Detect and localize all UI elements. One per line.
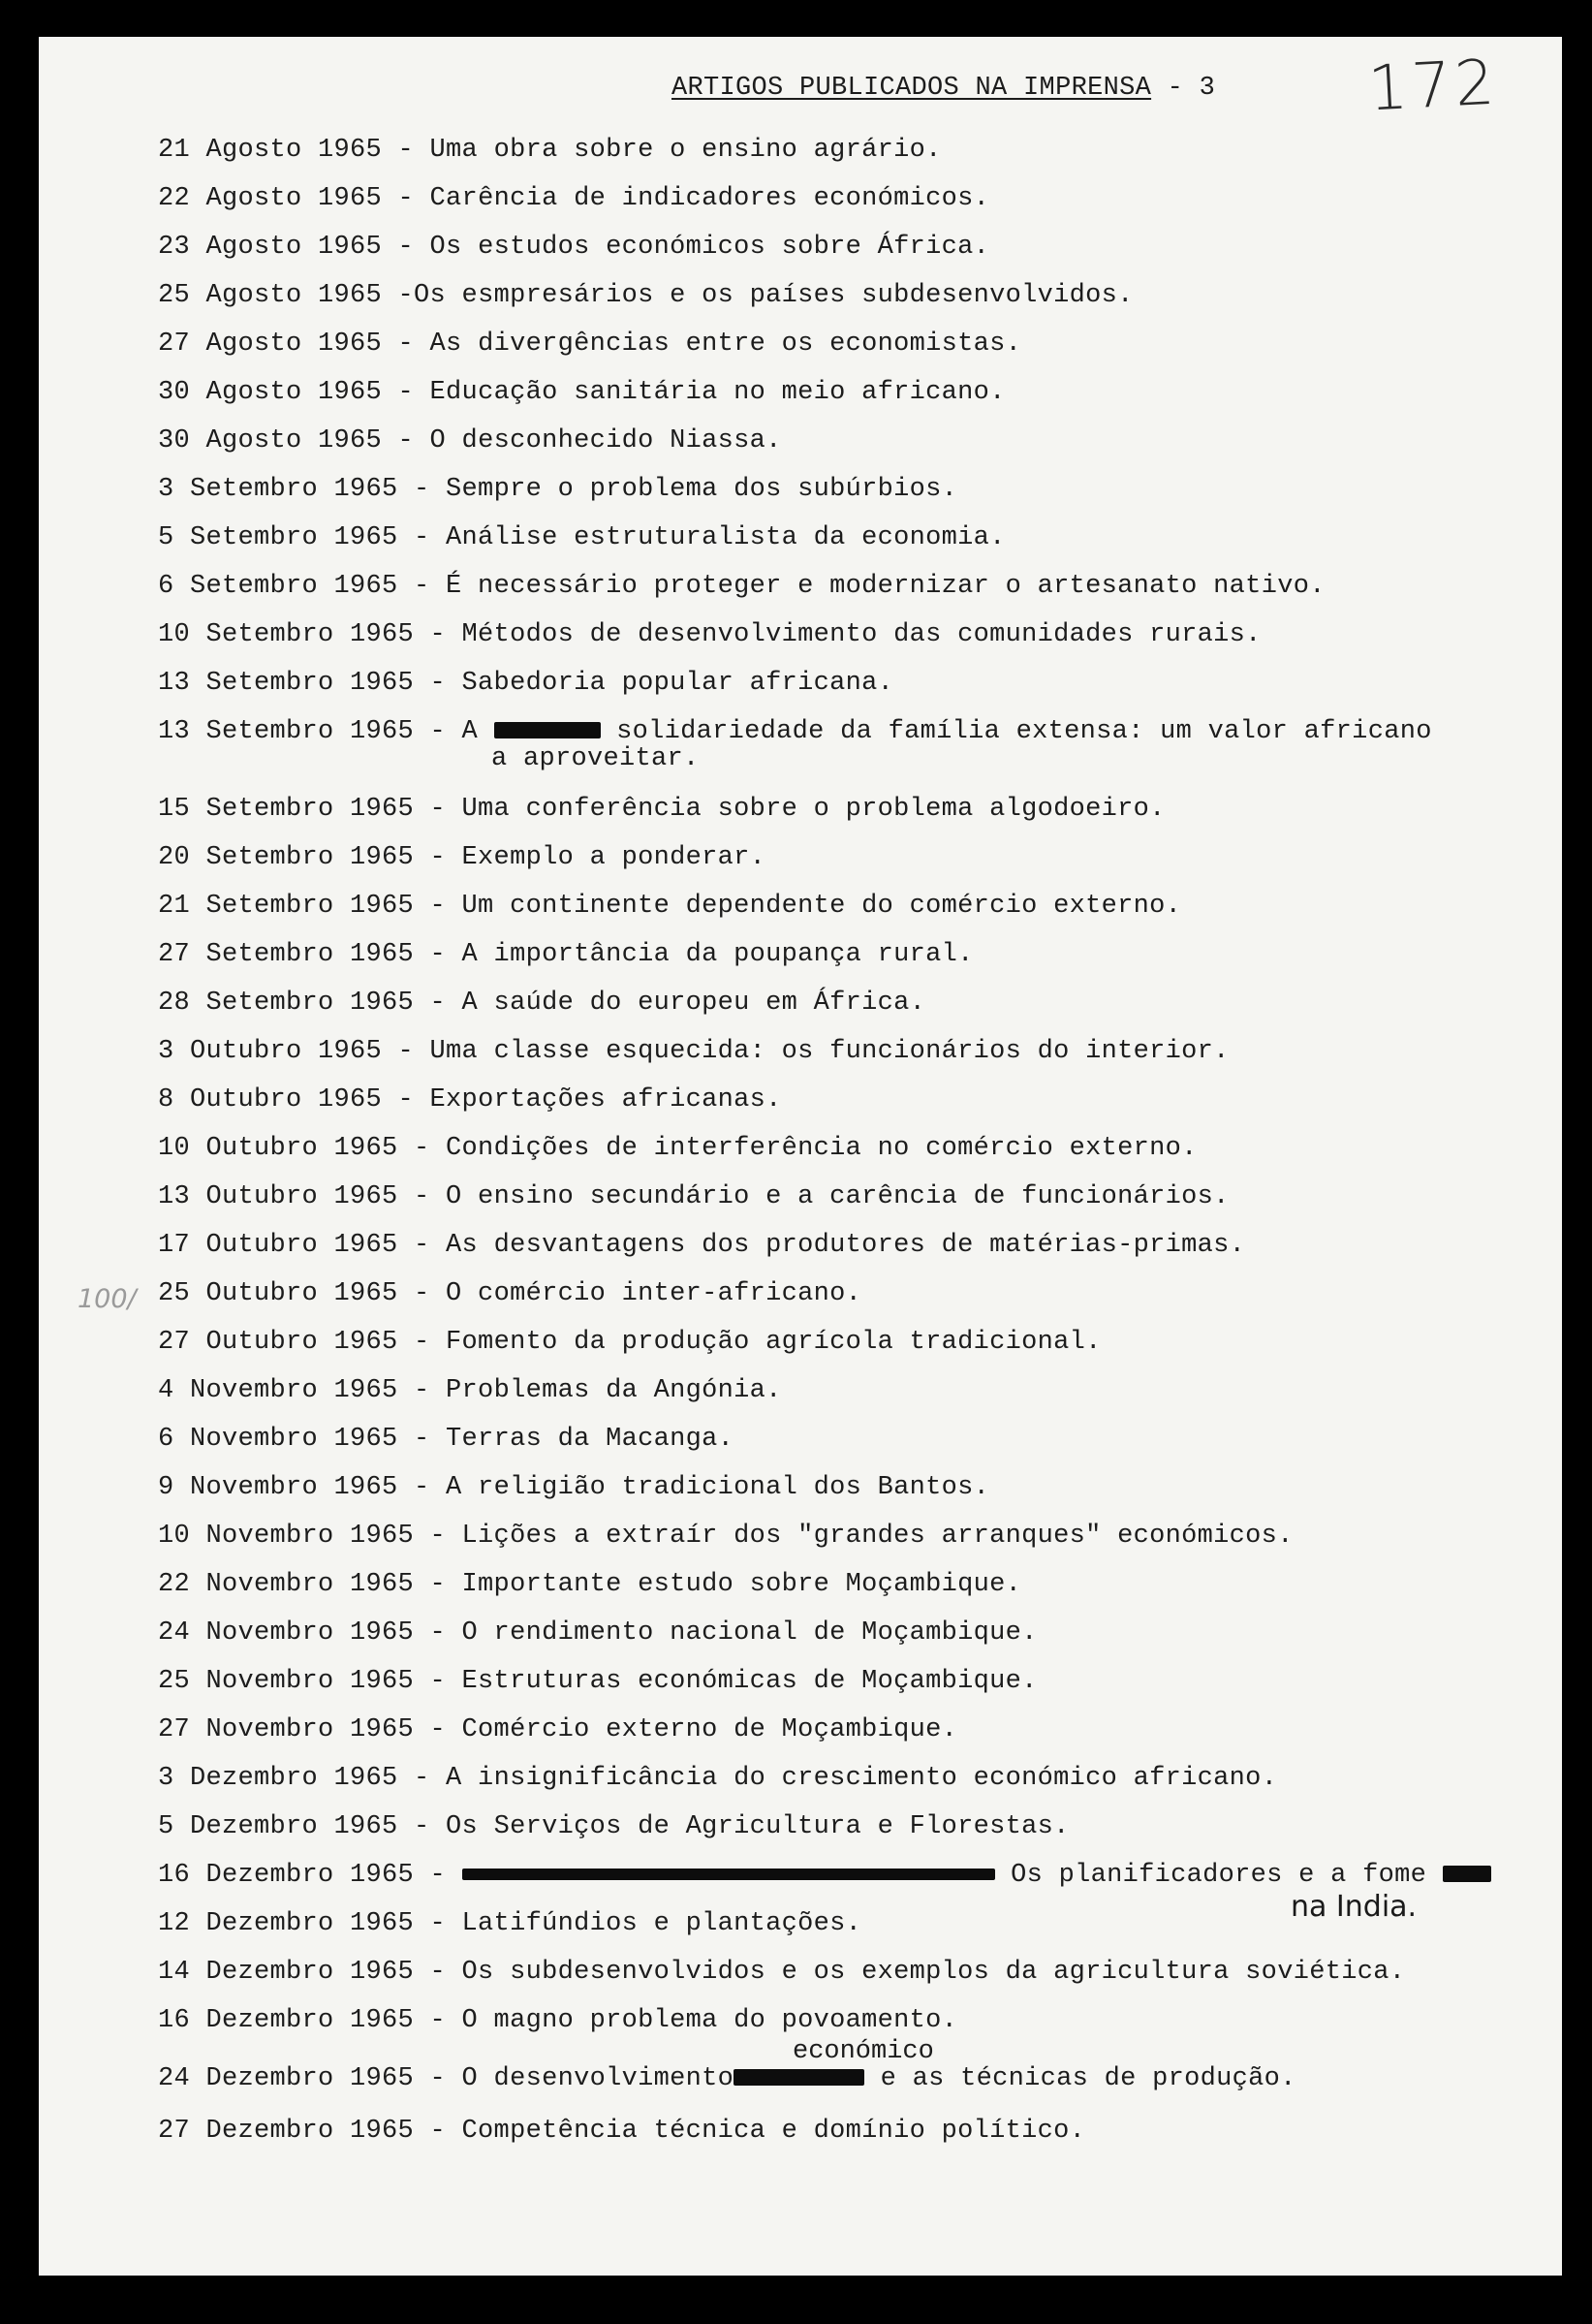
- list-item: [158, 523, 1006, 552]
- list-item: [158, 717, 1432, 746]
- entry-title: - O magno problema do povoamento.: [414, 2006, 958, 2035]
- entry-title: - A religião tradicional dos Bantos.: [397, 1473, 990, 1502]
- entry-date: 22 Novembro 1965: [158, 1570, 415, 1599]
- entry-date: 4 Novembro 1965: [158, 1376, 398, 1405]
- entry-date: 25 Novembro 1965: [158, 1667, 415, 1696]
- list-item: [158, 1667, 1038, 1696]
- list-item: [158, 989, 925, 1018]
- list-item: [158, 1085, 782, 1115]
- list-item: [158, 669, 893, 698]
- entry-date: 16 Dezembro 1965: [158, 1861, 415, 1890]
- list-item: [158, 1618, 1038, 1648]
- entry-title: - Competência técnica e domínio político.: [414, 2117, 1086, 2146]
- list-item: [158, 1328, 1102, 1357]
- entry-title: - As desvantagens dos produtores de matérias-primas.: [397, 1231, 1246, 1260]
- entry-date: 5 Dezembro 1965: [158, 1812, 398, 1841]
- entry-title: - Importante estudo sobre Moçambique.: [414, 1570, 1022, 1599]
- pencil-margin-note: 100/: [78, 1284, 137, 1314]
- entry-date: 12 Dezembro 1965: [158, 1909, 415, 1938]
- entry-date: 8 Outubro 1965: [158, 1085, 383, 1115]
- entry-title: - Comércio externo de Moçambique.: [414, 1715, 958, 1744]
- entry-title: - A insignificância do crescimento económico africano.: [397, 1764, 1278, 1793]
- entry-date: 13 Setembro 1965: [158, 717, 415, 746]
- entry-title: - Estruturas económicas de Moçambique.: [414, 1667, 1038, 1696]
- entry-title: - É necessário proteger e modernizar o artesanato nativo.: [397, 572, 1326, 601]
- entry-date: 27 Outubro 1965: [158, 1328, 398, 1357]
- list-item: [158, 1134, 1198, 1163]
- entry-date: 17 Outubro 1965: [158, 1231, 398, 1260]
- entry-title: - Um continente dependente do comércio externo.: [414, 892, 1182, 921]
- list-item: [158, 2117, 1085, 2146]
- list-item: [158, 795, 1166, 824]
- entry-title: - Métodos de desenvolvimento das comunidades rurais.: [414, 620, 1262, 649]
- entry-date: 21 Setembro 1965: [158, 892, 415, 921]
- entry-title-part: - O desenvolvimento: [414, 2064, 734, 2093]
- entry-title: -Os esmpresários e os países subdesenvolvidos.: [382, 281, 1134, 310]
- list-item: [158, 620, 1262, 649]
- entry-date: 25 Outubro 1965: [158, 1279, 398, 1308]
- entry-continuation: a aproveitar.: [491, 744, 700, 773]
- list-item: [158, 1182, 1230, 1211]
- list-item: [158, 1425, 734, 1454]
- entry-date: 21 Agosto 1965: [158, 136, 383, 165]
- entry-title: - Problemas da Angónia.: [397, 1376, 782, 1405]
- entry-date: 13 Outubro 1965: [158, 1182, 398, 1211]
- list-item: [158, 2006, 957, 2035]
- list-item: [158, 1861, 1491, 1890]
- list-item: [158, 843, 765, 872]
- entry-title: - Condições de interferência no comércio externo.: [397, 1134, 1198, 1163]
- entry-date: 14 Dezembro 1965: [158, 1958, 415, 1987]
- entry-title: - Análise estruturalista da economia.: [397, 523, 1006, 552]
- entry-date: 10 Outubro 1965: [158, 1134, 398, 1163]
- list-item: [158, 1279, 861, 1308]
- list-item: [158, 233, 989, 262]
- list-item: [158, 572, 1326, 601]
- list-item: [158, 426, 782, 455]
- entry-title: - Lições a extraír dos "grandes arranques" económicos.: [414, 1522, 1294, 1551]
- entry-title: - Latifúndios e plantações.: [414, 1909, 862, 1938]
- entry-date: 10 Setembro 1965: [158, 620, 415, 649]
- entry-date: 25 Agosto 1965: [158, 281, 383, 310]
- entry-date: 5 Setembro 1965: [158, 523, 398, 552]
- redaction-mark: [494, 722, 601, 738]
- entry-title: - O desconhecido Niassa.: [382, 426, 782, 455]
- handwritten-insert: na India.: [1291, 1890, 1418, 1924]
- article-list: [39, 37, 1562, 2276]
- entry-title-part: Os planificadores e a fome: [994, 1861, 1443, 1890]
- list-item: [158, 136, 942, 165]
- entry-title: - Sempre o problema dos subúrbios.: [397, 475, 958, 504]
- entry-date: 9 Novembro 1965: [158, 1473, 398, 1502]
- entry-title: - Os Serviços de Agricultura e Florestas.: [397, 1812, 1070, 1841]
- entry-date: 3 Outubro 1965: [158, 1037, 383, 1066]
- list-item: [158, 1522, 1294, 1551]
- list-item: [158, 2064, 1296, 2093]
- header-title: ARTIGOS PUBLICADOS NA IMPRENSA: [671, 74, 1152, 103]
- entry-title: - Exemplo a ponderar.: [414, 843, 766, 872]
- entry-date: 15 Setembro 1965: [158, 795, 415, 824]
- list-item: [158, 1037, 1230, 1066]
- entry-date: 3 Dezembro 1965: [158, 1764, 398, 1793]
- folio-number: 172: [1366, 47, 1501, 126]
- entry-date: 28 Setembro 1965: [158, 989, 415, 1018]
- header-page-number: - 3: [1151, 74, 1216, 103]
- entry-title: - Educação sanitária no meio africano.: [382, 378, 1006, 407]
- entry-title: - Exportações africanas.: [382, 1085, 782, 1115]
- entry-title: - Uma classe esquecida: os funcionários do interior.: [382, 1037, 1230, 1066]
- entry-date: 23 Agosto 1965: [158, 233, 383, 262]
- entry-title: - Uma obra sobre o ensino agrário.: [382, 136, 942, 165]
- list-item: [158, 1715, 957, 1744]
- entry-date: 27 Setembro 1965: [158, 940, 415, 969]
- list-item: [158, 940, 974, 969]
- redaction-mark: [1443, 1866, 1491, 1882]
- entry-title-part: solidariedade da família extensa: um valor africano: [600, 717, 1432, 746]
- document-page: [39, 37, 1562, 2276]
- entry-title: - Os subdesenvolvidos e os exemplos da agricultura soviética.: [414, 1958, 1406, 1987]
- entry-date: 30 Agosto 1965: [158, 378, 383, 407]
- entry-title: - Os estudos económicos sobre África.: [382, 233, 990, 262]
- entry-title-part: -: [414, 1861, 462, 1890]
- list-item: [158, 378, 1006, 407]
- list-item: [158, 892, 1181, 921]
- entry-title: - Uma conferência sobre o problema algodoeiro.: [414, 795, 1166, 824]
- entry-date: 27 Novembro 1965: [158, 1715, 415, 1744]
- entry-title: - O comércio inter-africano.: [397, 1279, 862, 1308]
- entry-title: - As divergências entre os economistas.: [382, 330, 1022, 359]
- redaction-mark: [734, 2069, 864, 2086]
- entry-title: - Carência de indicadores económicos.: [382, 184, 990, 213]
- entry-date: 20 Setembro 1965: [158, 843, 415, 872]
- entry-date: 27 Agosto 1965: [158, 330, 383, 359]
- entry-date: 24 Dezembro 1965: [158, 2064, 415, 2093]
- list-item: [158, 1812, 1070, 1841]
- entry-date: 22 Agosto 1965: [158, 184, 383, 213]
- entry-title: - A importância da poupança rural.: [414, 940, 974, 969]
- list-item: [158, 330, 1021, 359]
- list-item: [158, 1764, 1277, 1793]
- list-item: [158, 1909, 861, 1938]
- entry-title: - O rendimento nacional de Moçambique.: [414, 1618, 1038, 1648]
- entry-title: - O ensino secundário e a carência de funcionários.: [397, 1182, 1230, 1211]
- entry-date: 13 Setembro 1965: [158, 669, 415, 698]
- entry-title: - A saúde do europeu em África.: [414, 989, 926, 1018]
- list-item: [158, 1231, 1245, 1260]
- list-item: [158, 1376, 782, 1405]
- entry-date: 10 Novembro 1965: [158, 1522, 415, 1551]
- entry-title: - Sabedoria popular africana.: [414, 669, 894, 698]
- entry-title-part: e as técnicas de produção.: [864, 2064, 1296, 2093]
- entry-date: 3 Setembro 1965: [158, 475, 398, 504]
- entry-title: - Terras da Macanga.: [397, 1425, 734, 1454]
- entry-date: 6 Setembro 1965: [158, 572, 398, 601]
- list-item: [158, 1958, 1405, 1987]
- entry-date: 27 Dezembro 1965: [158, 2117, 415, 2146]
- list-item: [158, 184, 989, 213]
- entry-date: 16 Dezembro 1965: [158, 2006, 415, 2035]
- interlinear-insert: económico: [793, 2037, 934, 2066]
- list-item: [158, 1570, 1021, 1599]
- list-item: [158, 475, 957, 504]
- entry-date: 30 Agosto 1965: [158, 426, 383, 455]
- list-item: [158, 1473, 989, 1502]
- list-item: [158, 281, 1134, 310]
- entry-date: 24 Novembro 1965: [158, 1618, 415, 1648]
- redaction-mark: [462, 1869, 995, 1880]
- entry-title-part: - A: [414, 717, 494, 746]
- entry-title: - Fomento da produção agrícola tradicional.: [397, 1328, 1102, 1357]
- entry-date: 6 Novembro 1965: [158, 1425, 398, 1454]
